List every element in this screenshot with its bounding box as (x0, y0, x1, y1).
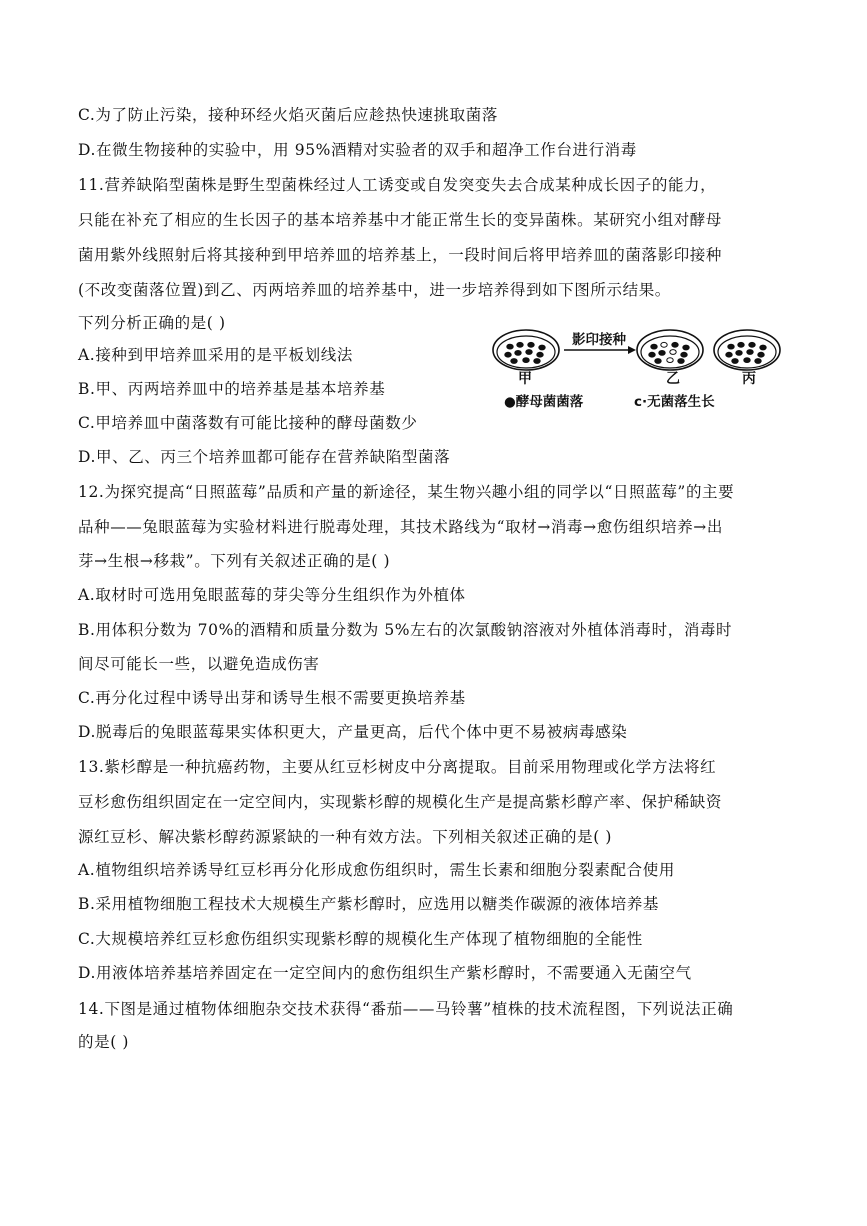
text-line: 源红豆杉、解决紫杉醇药源紧缺的一种有效方法。下列相关叙述正确的是( ) (78, 828, 613, 846)
text-line: A.植物组织培养诱导红豆杉再分化形成愈伤组织时，需生长素和细胞分裂素配合使用 (78, 861, 675, 879)
colony-dot (505, 352, 511, 357)
legend-no-growth-text: 无菌落生长 (647, 394, 715, 410)
text-line: 芽→生根→移栽”。下列有关叙述正确的是( ) (78, 552, 391, 570)
empty-colony-spot (667, 358, 673, 363)
open-circle-icon: c (634, 394, 643, 410)
colony-dot (683, 345, 689, 350)
text-line: 只能在补充了相应的生长因子的基本培养基中才能正常生长的变异菌株。某研究小组对酵母 (78, 211, 723, 229)
colony-dot (726, 352, 732, 357)
colony-dot (507, 344, 513, 349)
text-line: D.甲、乙、丙三个培养皿都可能存在营养缺陷型菌落 (78, 448, 451, 466)
colony-dot (515, 351, 521, 356)
colony-dot (747, 350, 753, 355)
text-line: 间尽可能长一些，以避免造成伤害 (78, 655, 320, 673)
text-line: D.用液体培养基培养固定在一定空间内的愈伤组织生产紫杉醇时，不需要通入无菌空气 (78, 964, 692, 982)
dish-label-bing: 丙 (742, 371, 756, 387)
text-line: 12.为探究提高“日照蓝莓”品质和产量的新途径，某生物兴趣小组的同学以“日照蓝莓”的主要 (78, 483, 735, 501)
text-line: A.接种到甲培养皿采用的是平板划线法 (78, 346, 353, 364)
colony-dot-icon: ● (504, 394, 516, 410)
colony-dot (539, 345, 545, 350)
colony-dot (681, 352, 687, 357)
text-line: C.甲培养皿中菌落数有可能比接种的酵母菌数少 (78, 414, 418, 432)
colony-dot (755, 359, 761, 364)
dish-label-jia: 甲 (518, 371, 532, 387)
text-line: 的是( ) (78, 1033, 130, 1051)
text-line: C.大规模培养红豆杉愈伤组织实现紫杉醇的规模化生产体现了植物细胞的全能性 (78, 930, 643, 948)
text-line: 11.营养缺陷型菌株是野生型菌株经过人工诱变或自发突变失去合成某种成长因子的能力， (78, 176, 717, 194)
text-line: D.在微生物接种的实验中，用 95%酒精对实验者的双手和超净工作台进行消毒 (78, 141, 637, 159)
colony-dot (738, 342, 744, 347)
colony-dot (758, 352, 764, 357)
colony-dot (651, 344, 657, 349)
colony-dot (517, 342, 523, 347)
legend-colony-text: 酵母菌菌落 (515, 394, 584, 410)
legend-colony (504, 390, 583, 410)
colony-dot (659, 351, 665, 356)
empty-colony-spot (661, 342, 667, 347)
text-line: B.用体积分数为 70%的酒精和质量分数为 5%左右的次氯酸钠溶液对外植体消毒时，消毒时 (78, 621, 733, 639)
colony-dot (655, 359, 661, 364)
text-line: 菌用紫外线照射后将其接种到甲培养皿的培养基上，一段时间后将甲培养皿的菌落影印接种 (78, 246, 723, 264)
colony-dot (732, 359, 738, 364)
colony-dot (534, 359, 540, 364)
colony-dot (528, 342, 534, 347)
text-line: D.脱毒后的兔眼蓝莓果实体积更大，产量更高，后代个体中更不易被病毒感染 (78, 723, 628, 741)
colony-dot (526, 350, 532, 355)
text-line: (不改变菌落位置)到乙、丙两培养皿的培养基中，进一步培养得到如下图所示结果。 (78, 281, 671, 299)
colony-dot (744, 358, 750, 363)
text-line: C.再分化过程中诱导出芽和诱导生根不需要更换培养基 (78, 689, 466, 707)
colony-dot (523, 358, 529, 363)
colony-dot (736, 351, 742, 356)
colony-dot (728, 344, 734, 349)
colony-dot (749, 342, 755, 347)
text-line: A.取材时可选用兔眼蓝莓的芽尖等分生组织作为外植体 (78, 586, 466, 604)
colony-dot (672, 342, 678, 347)
text-line: B.甲、丙两培养皿中的培养基是基本培养基 (78, 380, 386, 398)
colony-dot (537, 352, 543, 357)
legend-separator: · (642, 394, 648, 410)
text-line: 14.下图是通过植物体细胞杂交技术获得“番茄——马铃薯”植株的技术流程图，下列说法正确 (78, 1000, 734, 1018)
arrow-label: 影印接种 (572, 332, 626, 348)
text-line: 下列分析正确的是( ) (78, 314, 226, 332)
empty-colony-spot (670, 350, 676, 355)
legend-no-growth (634, 390, 715, 410)
text-line: B.采用植物细胞工程技术大规模生产紫杉醇时，应选用以糖类作碳源的液体培养基 (78, 895, 660, 913)
text-line: 品种——兔眼蓝莓为实验材料进行脱毒处理，其技术路线为“取材→消毒→愈伤组织培养→出 (78, 518, 723, 536)
dish-label-yi: 乙 (666, 371, 680, 387)
petri-dish-figure (488, 316, 788, 412)
colony-dot (649, 352, 655, 357)
colony-dot (511, 359, 517, 364)
text-line: C.为了防止污染，接种环经火焰灭菌后应趁热快速挑取菌落 (78, 106, 498, 124)
colony-dot (760, 345, 766, 350)
text-line: 豆杉愈伤组织固定在一定空间内，实现紫杉醇的规模化生产是提高紫杉醇产率、保护稀缺资 (78, 793, 723, 811)
text-line: 13.紫杉醇是一种抗癌药物，主要从红豆杉树皮中分离提取。目前采用物理或化学方法将红 (78, 758, 717, 776)
arrow-head (628, 346, 636, 354)
colony-dot (678, 359, 684, 364)
